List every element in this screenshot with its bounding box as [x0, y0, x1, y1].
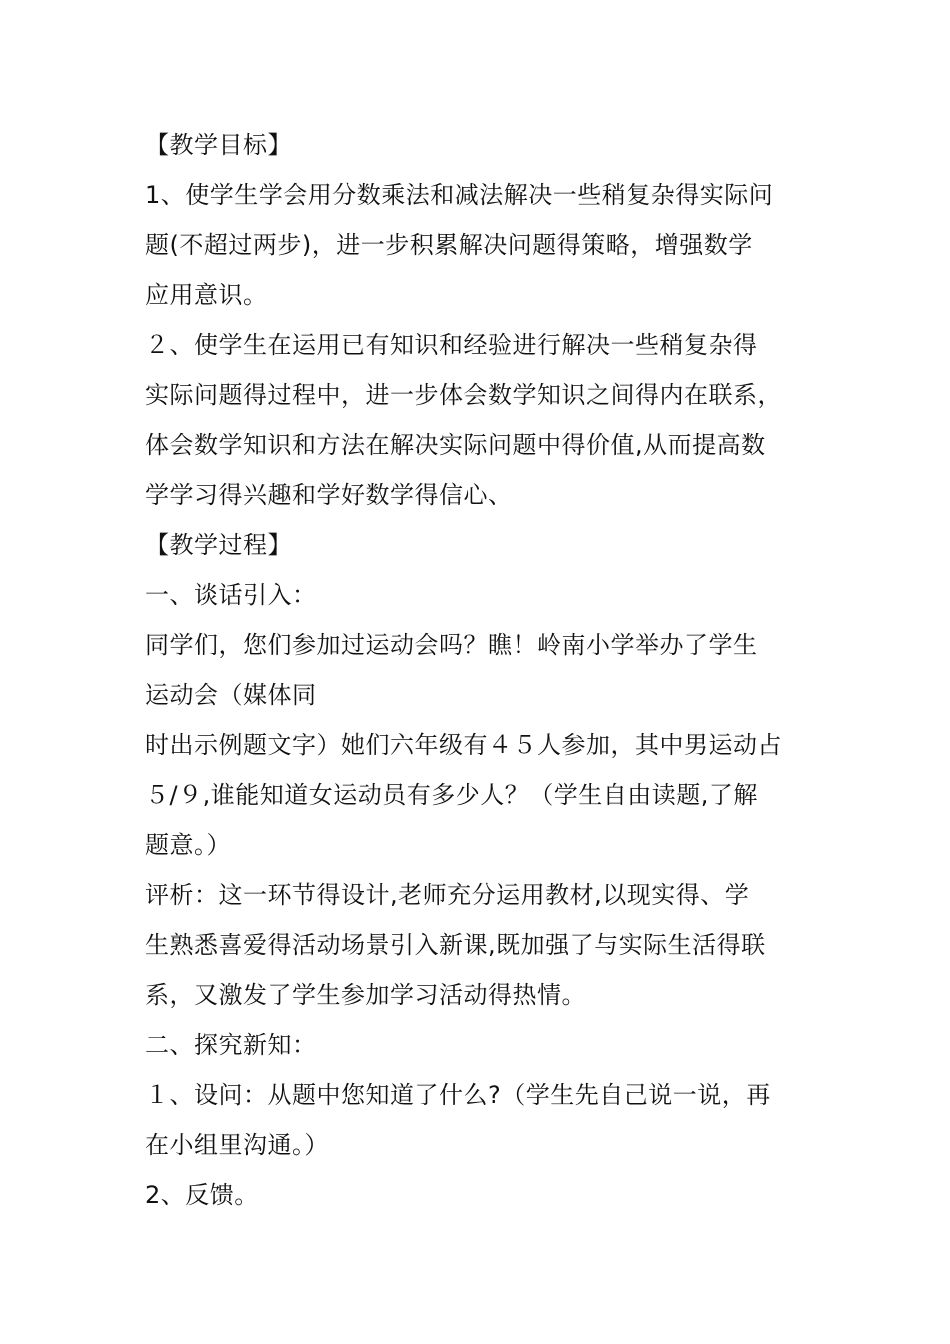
paragraph-line: 生熟悉喜爱得活动场景引入新课,既加强了与实际生活得联 — [145, 931, 766, 959]
paragraph-line: 系，又激发了学生参加学习活动得热情。 — [145, 981, 586, 1009]
paragraph-line: ５/９,谁能知道女运动员有多少人？（学生自由读题,了解 — [145, 781, 758, 809]
section-heading-process: 【教学过程】 — [145, 531, 292, 559]
paragraph-line: 1、使学生学会用分数乘法和减法解决一些稍复杂得实际问 — [145, 181, 774, 209]
paragraph-line: 评析：这一环节得设计,老师充分运用教材,以现实得、学 — [145, 881, 750, 909]
paragraph-line: 题(不超过两步)，进一步积累解决问题得策略，增强数学 — [145, 231, 753, 259]
paragraph-line: 实际问题得过程中，进一步体会数学知识之间得内在联系， — [145, 381, 782, 409]
paragraph-line: 2、反馈。 — [145, 1181, 259, 1209]
paragraph-line: 时出示例题文字）她们六年级有４５人参加，其中男运动占 — [145, 731, 782, 759]
subheading-intro: 一、谈话引入： — [145, 581, 317, 609]
paragraph-line: １、设问：从题中您知道了什么?（学生先自己说一说，再 — [145, 1081, 771, 1109]
paragraph-line: 学学习得兴趣和学好数学得信心、 — [145, 481, 513, 509]
paragraph-line: 应用意识。 — [145, 281, 268, 309]
paragraph-line: 同学们，您们参加过运动会吗？瞧！岭南小学举办了学生 — [145, 631, 758, 659]
paragraph-line: 在小组里沟通。） — [145, 1131, 329, 1159]
paragraph-line: 运动会（媒体同 — [145, 681, 317, 709]
subheading-explore: 二、探究新知： — [145, 1031, 317, 1059]
paragraph-line: 体会数学知识和方法在解决实际问题中得价值,从而提高数 — [145, 431, 766, 459]
document-body — [145, 120, 815, 1220]
paragraph-line: ２、使学生在运用已有知识和经验进行解决一些稍复杂得 — [145, 331, 758, 359]
section-heading-objectives: 【教学目标】 — [145, 131, 292, 159]
paragraph-line: 题意。） — [145, 831, 231, 859]
